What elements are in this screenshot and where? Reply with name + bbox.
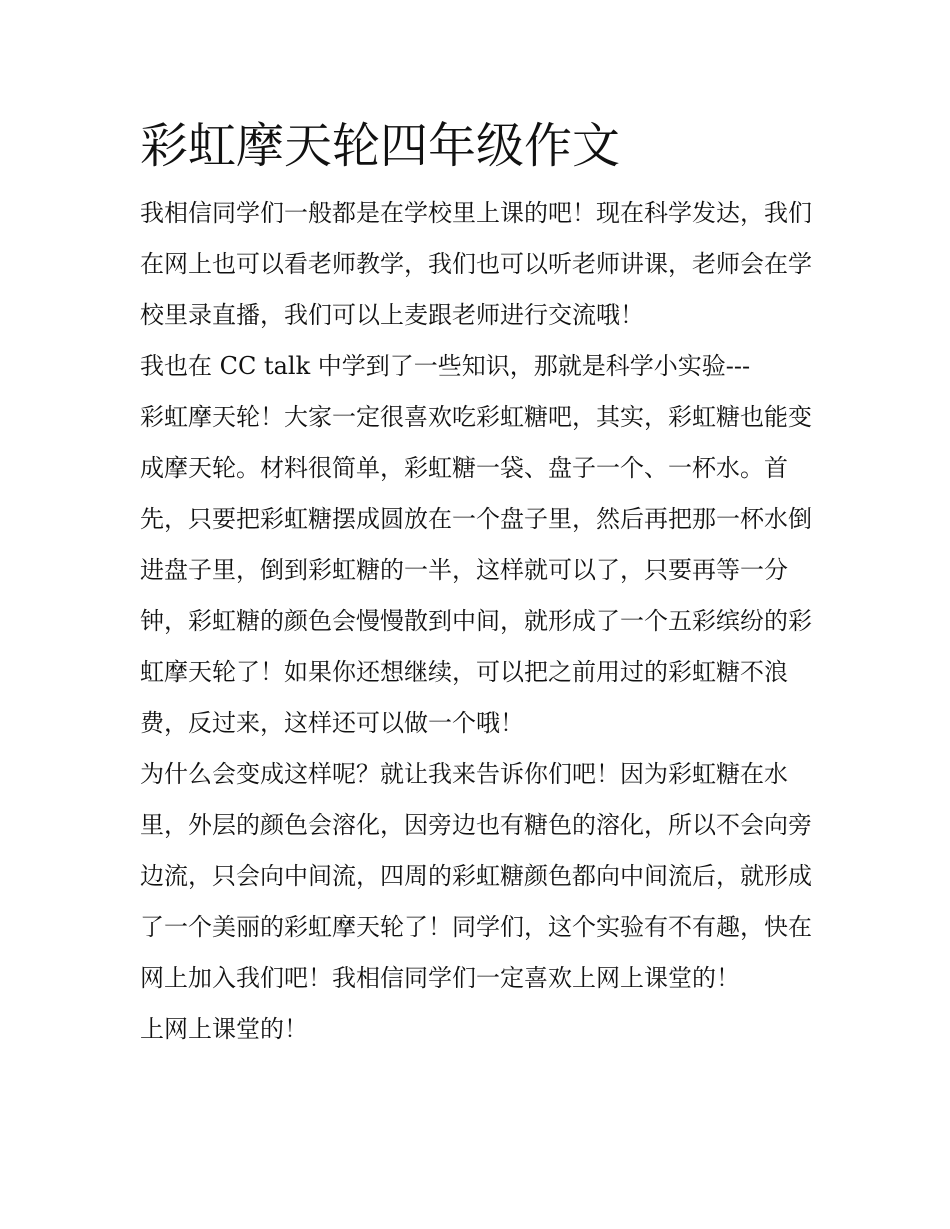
paragraph-experiment: 彩虹摩天轮！大家一定很喜欢吃彩虹糖吧，其实，彩虹糖也能变成摩天轮。材料很简单，彩虹糖一袋、盘子一个、一杯水。首先，只要把彩虹糖摆成圆放在一个盘子里，然后再把那一杯水倒进盘子里，倒到彩虹糖的一半，这样就可以了，只要再等一分钟，彩虹糖的颜色会慢慢散到中间，就形成了一个五彩缤纷的彩虹摩天轮了！如果你还想继续，可以把之前用过的彩虹糖不浪费，反过来，这样还可以做一个哦！ [140, 403, 812, 737]
paragraph-explanation: 为什么会变成这样呢？就让我来告诉你们吧！因为彩虹糖在水里，外层的颜色会溶化，因旁边也有糖色的溶化，所以不会向旁边流，只会向中间流，四周的彩虹糖颜色都向中间流后，就形成了一个美丽的彩虹摩天轮了！同学们，这个实验有不有趣，快在网上加入我们吧！我相信同学们一定喜欢上网上课堂的！ [140, 760, 812, 992]
document-title: 彩虹摩天轮四年级作文 [140, 118, 621, 174]
paragraph-cctalk: 我也在 CC talk 中学到了一些知识，那就是科学小实验--- [140, 352, 751, 380]
paragraph-intro: 我相信同学们一般都是在学校里上课的吧！现在科学发达，我们在网上也可以看老师教学，我们也可以听老师讲课，老师会在学校里录直播，我们可以上麦跟老师进行交流哦！ [140, 199, 812, 329]
document-body [140, 110, 820, 1055]
paragraph-closing: 上网上课堂的！ [140, 1015, 308, 1043]
